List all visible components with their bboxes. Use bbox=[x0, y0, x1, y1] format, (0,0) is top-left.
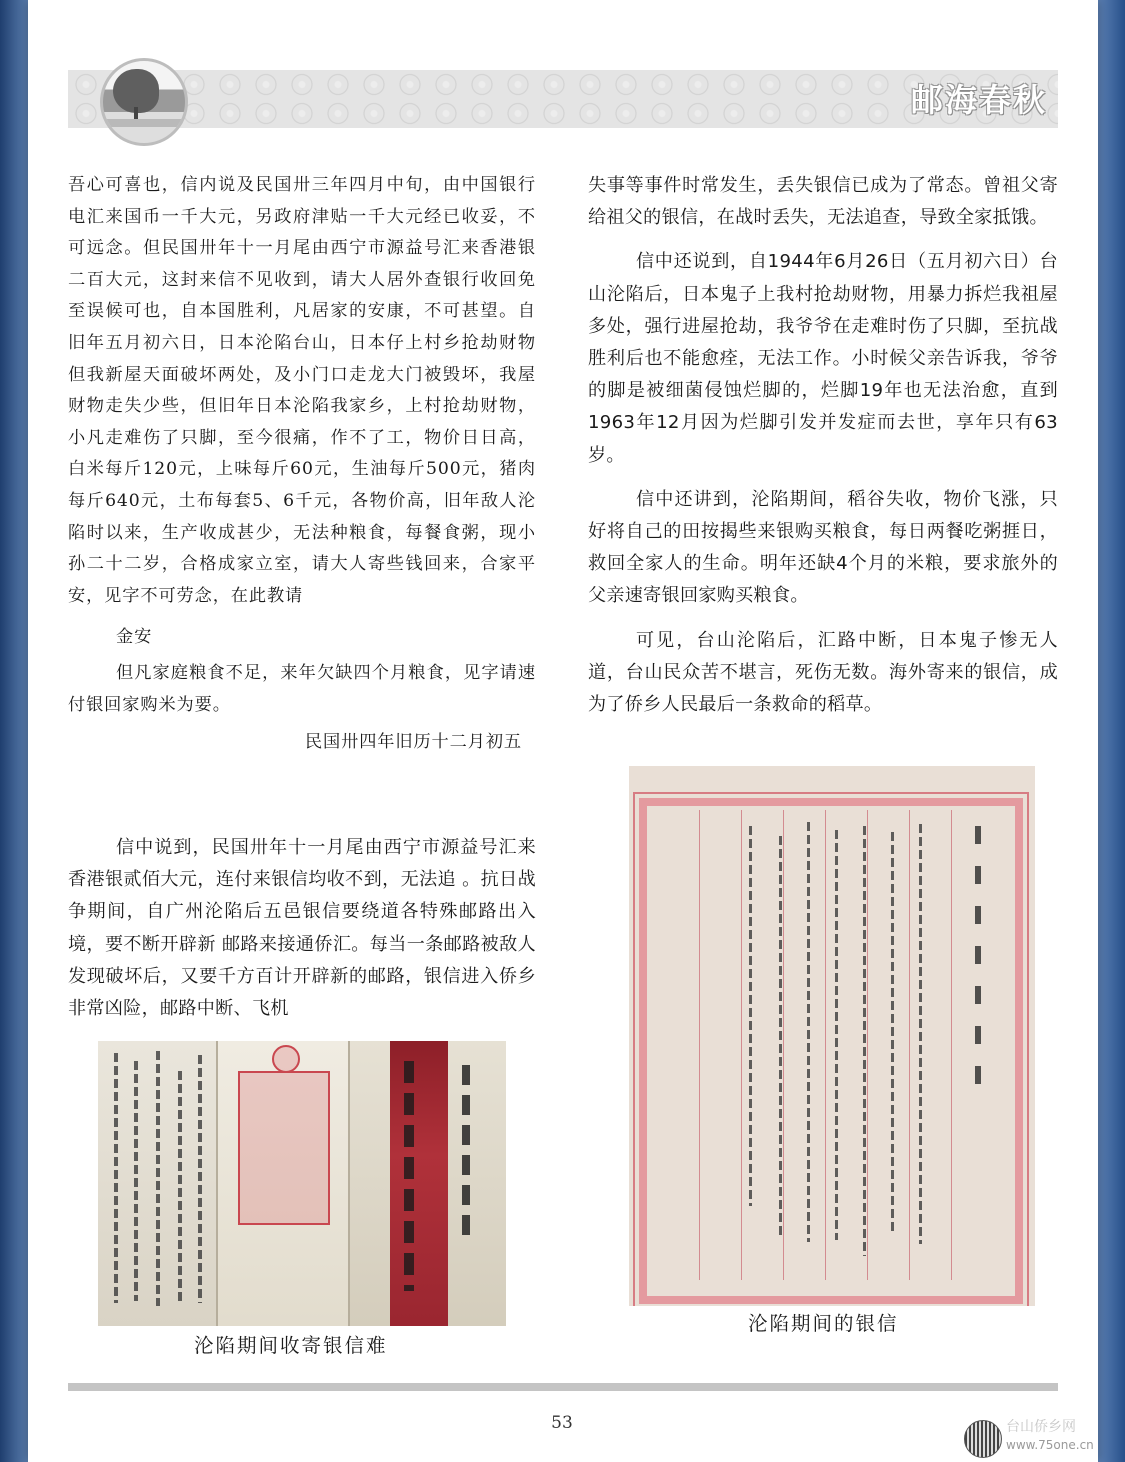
red-border-frame bbox=[639, 798, 1023, 1304]
letter-salutation: 金安 bbox=[116, 627, 153, 648]
letter-transcription bbox=[68, 170, 536, 759]
footer-rule bbox=[68, 1383, 1058, 1391]
globe-logo-icon bbox=[964, 1420, 1002, 1458]
site-watermark bbox=[960, 1414, 1120, 1458]
envelope-red-strip bbox=[348, 1041, 506, 1326]
envelopes-photo bbox=[98, 1041, 506, 1326]
header-landscape-medallion bbox=[100, 58, 188, 146]
red-address-strip bbox=[390, 1041, 448, 1326]
left-figure-caption: 沦陷期间收寄银信难 bbox=[194, 1334, 388, 1357]
watermark-text: 台山侨乡网 bbox=[1006, 1419, 1076, 1435]
article-paragraph: 可见，台山沦陷后，汇路中断，日本鬼子惨无人道，台山民众苦不堪言，死伤无数。海外寄来的银信，成为了侨乡人民最后一条救命的稻草。 bbox=[588, 629, 1058, 716]
envelope-printed bbox=[216, 1041, 350, 1326]
article-paragraph-continued: 失事等事件时常发生，丢失银信已成为了常态。曾祖父寄给祖父的银信，在战时丢失，无法追查，导致全家抵饿。 bbox=[588, 175, 1058, 229]
article-paragraph: 信中说到，民国卅年十一月尾由西宁市源益号汇来香港银贰佰大元，连付来银信均收不到，无法追 。抗日战争期间，自广州沦陷后五邑银信要绕道各特殊邮路出入境，要不断开辟新 邮路来接通侨汇。每当一条邮路被敌人发现破坏后，又要千方百计开辟新的邮路，银信进入侨乡非常凶险，邮路中断、飞机 bbox=[68, 837, 536, 1020]
red-seal bbox=[272, 1045, 300, 1073]
red-print-stamp bbox=[238, 1071, 330, 1225]
article-right-column bbox=[588, 170, 1058, 721]
letter-postscript: 但凡家庭粮食不足，来年欠缺四个月粮食，见字请速付银回家购米为要。 bbox=[68, 662, 536, 715]
letter-body: 吾心可喜也，信内说及民国卅三年四月中旬，由中国银行电汇来国币一千大元，另政府津贴一千大元经已收妥，不可远念。但民国卅年十一月尾由西宁市源益号汇来香港银二百大元，这封来信不见收到，请大人居外查银行收回免至误候可也，自本国胜利，凡居家的安康，不可甚望。自旧年五月初六日，日本沦陷台山，日本仔上村乡抢劫财物但我新屋天面破坏两处，及小门口走龙大门被毁坏，我屋财物走失少些，但旧年日本沦陷我家乡，上村抢劫财物，小凡走难伤了只脚，至今很痛，作不了工，物价日日高，白米每斤120元，上味每斤60元，生油每斤500元，猪肉每斤640元，土布每套5、6千元，各物价高，旧年敌人沦陷时以来，生产收成甚少，无法种粮食，每餐食粥，现小孙二十二岁，合格成家立室，请大人寄些钱回来，合家平安，见字不可劳念，在此教请 bbox=[68, 175, 536, 606]
letter-date: 民国卅四年旧历十二月初五 bbox=[304, 732, 522, 753]
letter-manuscript-photo bbox=[629, 766, 1035, 1306]
article-paragraph: 信中还说到，自1944年6月26日（五月初六日）台山沦陷后，日本鬼子上我村抢劫财物，用暴力拆烂我祖屋多处，强行进屋抢劫，我爷爷在走难时伤了只脚，至抗战胜利后也不能愈痊，无法工作。小时候父亲告诉我，爷爷的脚是被细菌侵蚀烂脚的，烂脚19年也无法治愈，直到1963年12月因为烂脚引发并发症而去世，享年只有63岁。 bbox=[588, 251, 1058, 466]
page-number: 53 bbox=[551, 1413, 573, 1433]
right-figure-caption: 沦陷期间的银信 bbox=[748, 1312, 899, 1335]
header-band bbox=[68, 70, 1058, 128]
section-title: 邮海春秋 bbox=[910, 81, 1047, 119]
watermark-url: www.75one.cn bbox=[1006, 1438, 1094, 1452]
article-paragraph: 信中还讲到，沦陷期间，稻谷失收，物价飞涨，只好将自己的田按揭些来银购买粮食，每日两餐吃粥捱日，救回全家人的生命。明年还缺4个月的米粮，要求旅外的父亲速寄银回家购买粮食。 bbox=[588, 488, 1058, 607]
envelope-handwritten bbox=[98, 1041, 216, 1326]
water-shape bbox=[103, 119, 185, 127]
article-left-body bbox=[68, 832, 536, 1025]
